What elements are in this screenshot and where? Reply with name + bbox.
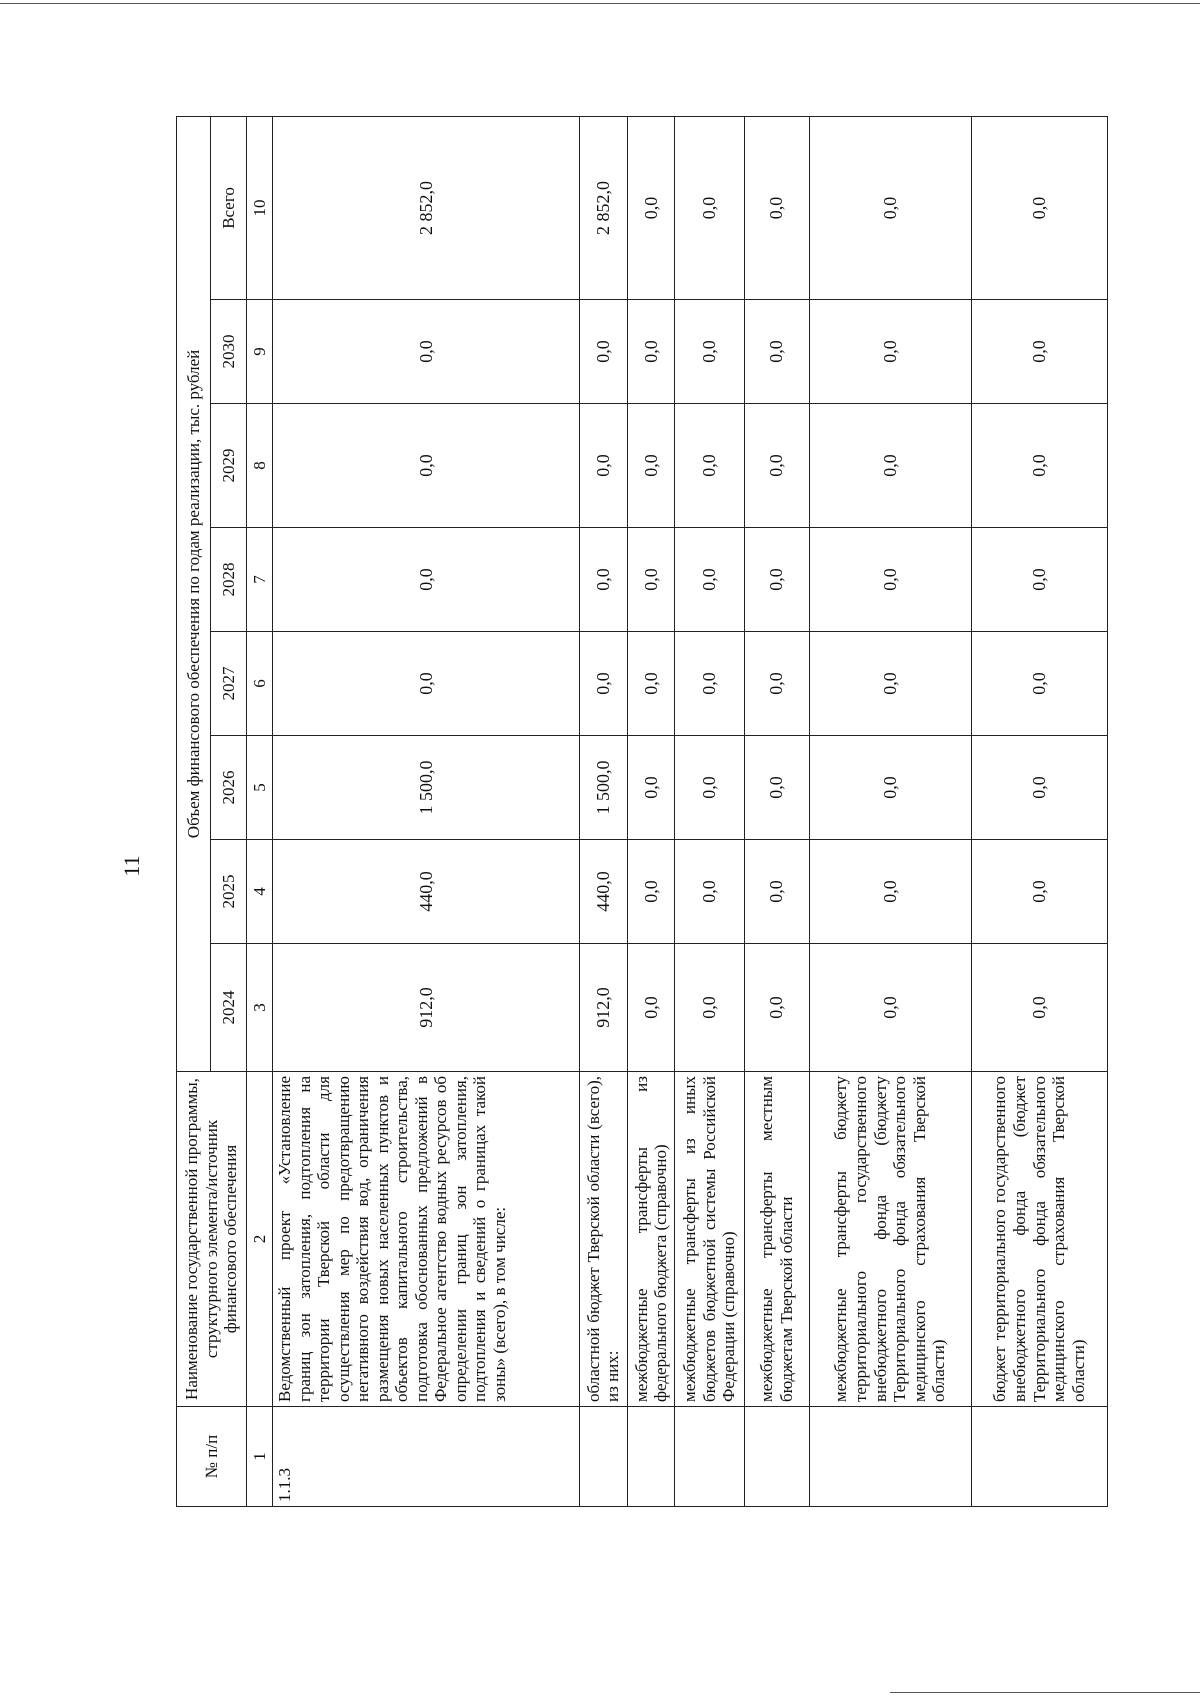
scan-edge-bottom	[890, 1692, 1200, 1693]
row-value: 0,0	[580, 632, 628, 736]
row-value: 0,0	[744, 944, 809, 1072]
row-name: межбюджетные трансферты из федерального бюджета (справочно)	[627, 1072, 675, 1407]
column-number: 9	[247, 300, 273, 404]
row-name: межбюджетные трансферты бюджету территориального государственного внебюджетного фонда (бюджету Территориального фонда обязательного медицинского страхования Тверской области)	[809, 1072, 971, 1407]
column-number: 10	[247, 116, 273, 299]
column-number: 8	[247, 404, 273, 528]
table-row	[627, 116, 675, 1506]
row-value: 0,0	[744, 840, 809, 944]
column-number: 3	[247, 944, 273, 1072]
row-value: 0,0	[627, 632, 675, 736]
row-value: 0,0	[675, 300, 744, 404]
row-value: 0,0	[971, 736, 1107, 840]
row-number	[744, 1407, 809, 1507]
row-name: межбюджетные трансферты местным бюджетам Тверской области	[744, 1072, 809, 1407]
row-value: 2 852,0	[580, 116, 628, 299]
row-value: 0,0	[627, 840, 675, 944]
row-value: 0,0	[627, 736, 675, 840]
row-value: 0,0	[627, 944, 675, 1072]
row-number	[809, 1407, 971, 1507]
row-value: 912,0	[273, 944, 580, 1072]
row-value: 0,0	[744, 632, 809, 736]
column-number: 4	[247, 840, 273, 944]
row-value: 0,0	[744, 528, 809, 632]
row-value: 0,0	[744, 404, 809, 528]
row-value: 0,0	[971, 840, 1107, 944]
budget-table	[176, 116, 1108, 1507]
row-name: Ведомственный проект «Установление границ зон затопления, подтопления на территории Тверской области для осуществления мер по предотвращению негативного воздействия вод, ограничения размещения новых населенных пунктов и объектов капитального строительства, подготовка обоснованных предложений в Федеральное агентство водных ресурсов об определении границ зон затопления, подтопления и сведений о границах такой зоны» (всего), в том числе:	[273, 1072, 580, 1407]
scan-edge-top	[0, 3, 1200, 4]
row-value: 0,0	[809, 300, 971, 404]
row-value: 0,0	[273, 528, 580, 632]
table-row	[675, 116, 744, 1506]
table-row	[971, 116, 1107, 1506]
row-value: 0,0	[627, 300, 675, 404]
row-value: 0,0	[675, 736, 744, 840]
row-value: 0,0	[627, 528, 675, 632]
row-value: 0,0	[580, 404, 628, 528]
row-value: 0,0	[675, 116, 744, 299]
row-value: 1 500,0	[273, 736, 580, 840]
row-name: межбюджетные трансферты из иных бюджетов бюджетной системы Российской Федерации (справочно)	[675, 1072, 744, 1407]
row-number	[627, 1407, 675, 1507]
row-value: 0,0	[971, 944, 1107, 1072]
row-value: 0,0	[809, 632, 971, 736]
header-year: 2029	[211, 404, 247, 528]
row-value: 1 500,0	[580, 736, 628, 840]
row-value: 0,0	[809, 736, 971, 840]
row-number	[971, 1407, 1107, 1507]
row-number	[675, 1407, 744, 1507]
row-value: 0,0	[744, 736, 809, 840]
row-value: 0,0	[809, 840, 971, 944]
column-number: 6	[247, 632, 273, 736]
header-year: 2028	[211, 528, 247, 632]
header-col-name: Наименование государственной программы, структурного элемента/источник финансового обеспечения	[177, 1072, 247, 1407]
row-value: 0,0	[273, 632, 580, 736]
column-number: 1	[247, 1407, 273, 1507]
row-value: 0,0	[580, 300, 628, 404]
row-value: 0,0	[971, 116, 1107, 299]
row-value: 0,0	[744, 300, 809, 404]
header-group-title: Объем финансового обеспечения по годам реализации, тыс. рублей	[177, 116, 211, 1071]
row-value: 0,0	[273, 300, 580, 404]
row-value: 0,0	[580, 528, 628, 632]
row-value: 0,0	[675, 528, 744, 632]
column-number: 2	[247, 1072, 273, 1407]
row-value: 0,0	[675, 632, 744, 736]
table-row	[580, 116, 628, 1506]
header-year: 2025	[211, 840, 247, 944]
row-value: 0,0	[971, 300, 1107, 404]
row-value: 912,0	[580, 944, 628, 1072]
row-number	[580, 1407, 628, 1507]
row-value: 0,0	[971, 632, 1107, 736]
table-row	[273, 116, 580, 1506]
row-number: 1.1.3	[273, 1407, 580, 1507]
header-year: 2030	[211, 300, 247, 404]
row-value: 0,0	[675, 840, 744, 944]
row-value: 0,0	[627, 404, 675, 528]
row-name: бюджет территориального государственного внебюджетного фонда (бюджет Территориального фонда обязательного медицинского страхования Тверской области)	[971, 1072, 1107, 1407]
row-value: 0,0	[273, 404, 580, 528]
header-year: 2024	[211, 944, 247, 1072]
row-value: 0,0	[971, 404, 1107, 528]
column-number: 7	[247, 528, 273, 632]
row-value: 0,0	[809, 116, 971, 299]
header-col-no: № п/п	[177, 1407, 247, 1507]
header-year: 2026	[211, 736, 247, 840]
row-value: 0,0	[675, 404, 744, 528]
row-value: 2 852,0	[273, 116, 580, 299]
header-total: Всего	[211, 116, 247, 299]
row-name: областной бюджет Тверской области (всего), из них:	[580, 1072, 628, 1407]
column-number: 5	[247, 736, 273, 840]
budget-table-rotated	[176, 117, 1108, 1507]
row-value: 0,0	[809, 528, 971, 632]
row-value: 440,0	[580, 840, 628, 944]
row-value: 0,0	[809, 404, 971, 528]
row-value: 0,0	[744, 116, 809, 299]
row-value: 0,0	[809, 944, 971, 1072]
header-year: 2027	[211, 632, 247, 736]
page-number: 11	[119, 855, 144, 877]
row-value: 0,0	[627, 116, 675, 299]
row-value: 0,0	[675, 944, 744, 1072]
table-row	[744, 116, 809, 1506]
table-row	[809, 116, 971, 1506]
row-value: 0,0	[971, 528, 1107, 632]
row-value: 440,0	[273, 840, 580, 944]
